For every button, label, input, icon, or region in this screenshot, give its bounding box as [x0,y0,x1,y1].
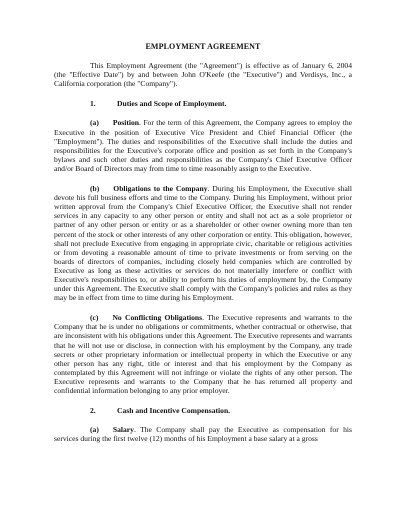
paragraph-text: . During his Employment, the Executive shall devote his full business efforts and time to the Company. During his Employment, without prior written approval from the Company's Chief Executive Officer, the Executive shall not render services in any capacity to any other person or entity and shall not act as a sole proprietor or partner of any other person or entity or as a shareholder or other owner owning more than ten percent of the stock or other interests of any other corporation or entity. This obligation, however, shall not preclude Executive from engaging in appropriate civic, charitable or religious activities or from devoting a reasonable amount of time to private investments or from serving on the boards of directors of companies, including closely held companies which are controlled by Executive as long as these activities or services do not materially interfere or conflict with Executive's responsibilities to, or ability to perform his duties of employment by, the Company under this Agreement. The Executive shall comply with the Company's policies and rules as they may be in effect from time to time during his Employment. [54,184,352,303]
section-number: 1. [90,99,96,109]
paragraph-marker: (b) [90,184,100,194]
paragraph-1c [54,313,352,395]
paragraph-text: . For the term of this Agreement, the Company agrees to employ the Executive in the position of Executive Vice President and Chief Financial Officer (the "Employment"). The duties and responsibilities of the Executive shall include the duties and responsibilities for the Executive's corporate office and position as set forth in the Company's bylaws and such other duties and responsibilities as the Company's Chief Executive Officer and/or Board of Directors may from time to time reasonably assign to the Executive. [54,118,352,173]
paragraph-text: . The Company shall pay the Executive as compensation for his services during the first twelve (12) months of his Employment a base salary at a gross [54,425,352,444]
paragraph-label: Obligations to the Company [113,184,208,194]
paragraph-marker: (a) [90,425,99,435]
section-title: Cash and Incentive Compensation. [117,406,231,416]
paragraph-1b [54,184,352,302]
paragraph-text: . The Executive represents and warrants to the Company that he is under no obligations or commitments, whether contractual or otherwise, that are inconsistent with his obligations under this Agreement. The Executive represents and warrants that he will not use or disclose, in connection with his employment by the Company, any trade secrets or other proprietary information or intellectual property in which the Executive or any other person has any right, title or interest and that his employment by the Company as contemplated by this Agreement will not infringe or violate the rights of any other person. The Executive represents and warrants to the Company that he has returned all property and confidential information belonging to any prior employer. [54,313,353,395]
paragraph-label: Position [112,118,140,128]
paragraph-2a [54,425,352,443]
section-heading-1 [90,99,352,108]
section-title: Duties and Scope of Employment. [117,99,227,109]
section-heading-2 [90,406,352,415]
paragraph-1a [54,118,352,173]
paragraph-marker: (a) [90,118,99,128]
paragraph-label: Salary [112,425,134,435]
paragraph-marker: (c) [90,313,99,323]
section-number: 2. [90,406,96,416]
paragraph-label: No Conflicting Obligations [112,313,203,323]
document-title: EMPLOYMENT AGREEMENT [145,42,261,51]
intro-paragraph: This Employment Agreement (the "Agreement") is effective as of January 6, 2004 (the "Effective Date") by and between John O'Keefe (the "Executive") and Verdisys, Inc., a California corporation (the "Company"). [54,61,352,89]
